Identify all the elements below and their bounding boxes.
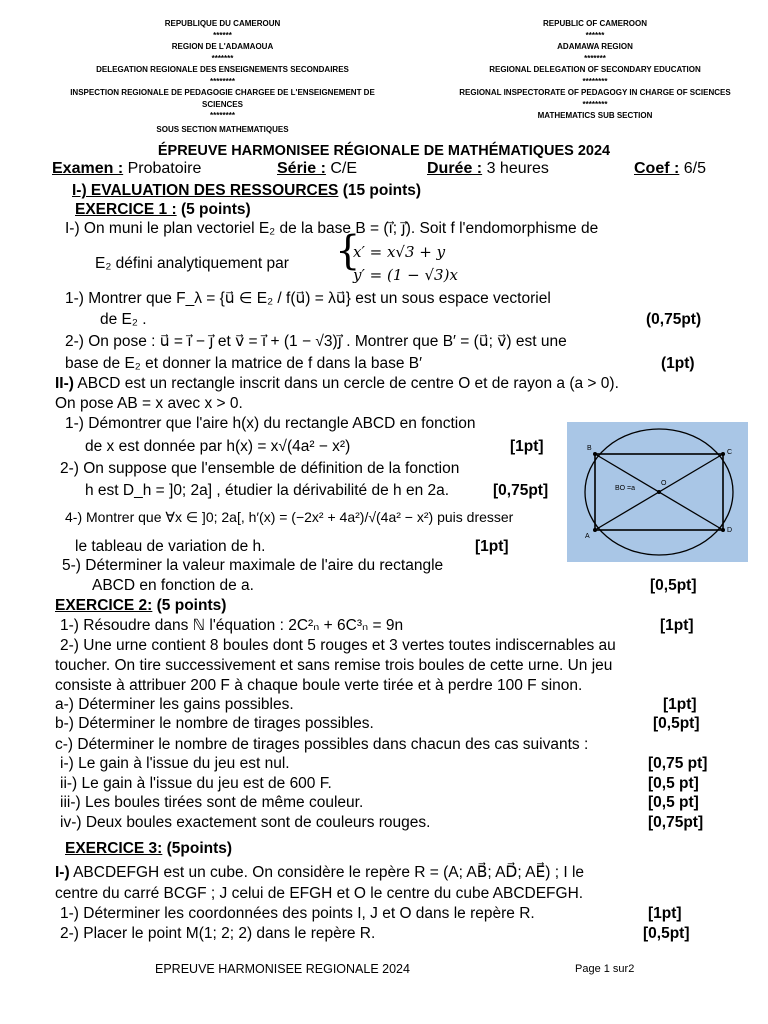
points-badge: [1pt] <box>663 696 697 713</box>
header-right-line: ******** <box>582 99 608 109</box>
ex1-line: 1-) Montrer que F_λ = {u⃗ ∈ E₂ / f(u⃗) = λu⃗} est un sous espace vectoriel <box>65 290 551 307</box>
serie-key: Série : <box>277 160 326 177</box>
points-badge: [0,75pt] <box>648 814 704 831</box>
exercise-1-points: (5 points) <box>176 201 251 218</box>
label-c: C <box>727 449 733 456</box>
part-text: ABCD est un rectangle inscrit dans un cercle de centre O et de rayon a (a > 0). <box>73 375 619 392</box>
label-d: D <box>727 527 733 534</box>
duree-field <box>427 160 549 178</box>
label-o: O <box>661 480 667 487</box>
header-left-line: REPUBLIQUE DU CAMEROUN <box>164 19 281 28</box>
ex2-line: ii-) Le gain à l'issue du jeu est de 600 F. <box>60 775 332 792</box>
exam-value: Probatoire <box>123 160 202 177</box>
rectangle-in-circle-figure <box>567 422 748 562</box>
header-right-line: MATHEMATICS SUB SECTION <box>537 111 653 120</box>
ex1-line: E₂ défini analytiquement par <box>95 255 289 272</box>
exercise-2-heading <box>55 597 226 615</box>
ex1-line: I-) On muni le plan vectoriel E₂ de la base B = (i⃗; j⃗). Soit f l'endomorphisme de <box>65 220 599 237</box>
ex2-line: i-) Le gain à l'issue du jeu est nul. <box>60 755 290 772</box>
ex2-line: iii-) Les boules tirées sont de même couleur. <box>60 794 364 811</box>
system-of-equations <box>335 228 505 288</box>
ex2-line: 1-) Résoudre dans ℕ l'équation : 2C²ₙ + 6C³ₙ = 9n <box>60 617 404 634</box>
point-o <box>657 490 661 494</box>
header-left-line: DELEGATION REGIONALE DES ENSEIGNEMENTS SECONDAIRES <box>96 65 349 74</box>
points-badge: [1pt] <box>510 438 544 455</box>
ex2-line: c-) Déterminer le nombre de tirages possibles dans chacun des cas suivants : <box>55 736 589 753</box>
ex1b-line: de x est donnée par h(x) = x√(4a² − x²) <box>85 438 351 455</box>
ex1b-line: ABCD en fonction de a. <box>92 577 254 594</box>
duree-key: Durée : <box>427 160 483 177</box>
part-label: II-) <box>55 375 74 392</box>
ex3-line: 2-) Placer le point M(1; 2; 2) dans le repère R. <box>60 925 376 942</box>
brace-symbol: { <box>335 228 361 274</box>
header-right <box>430 18 760 122</box>
footer-title: EPREUVE HARMONISEE REGIONALE 2024 <box>155 962 410 976</box>
ex1-line: de E₂ . <box>100 311 147 328</box>
section-title: I-) EVALUATION DES RESSOURCES <box>72 182 339 199</box>
header-left <box>50 18 395 135</box>
header-right-line: REPUBLIC OF CAMEROON <box>543 19 647 28</box>
equation: x′ = x√3 + y <box>353 243 446 261</box>
ex1b-line <box>55 375 619 393</box>
exam-field <box>52 160 201 178</box>
ex2-line: a-) Déterminer les gains possibles. <box>55 696 294 713</box>
header-right-line: REGIONAL DELEGATION OF SECONDARY EDUCATION <box>489 65 701 74</box>
points-badge: [0,5pt] <box>643 925 690 942</box>
ex1b-line: h est D_h = ]0; 2a] , étudier la dérivabilité de h en 2a. <box>85 482 450 499</box>
ex1b-line: 1-) Démontrer que l'aire h(x) du rectangle ABCD en fonction <box>65 415 476 432</box>
point-b <box>593 452 597 456</box>
exam-title: ÉPREUVE HARMONISEE RÉGIONALE DE MATHÉMATIQUES 2024 <box>157 143 611 159</box>
ex2-line: 2-) Une urne contient 8 boules dont 5 rouges et 3 vertes toutes indiscernables au <box>60 637 616 654</box>
coef-key: Coef : <box>634 160 680 177</box>
duree-value: 3 heures <box>482 160 549 177</box>
header-right-line: REGIONAL INSPECTORATE OF PEDAGOGY IN CHARGE OF SCIENCES <box>459 88 731 97</box>
points-badge: (1pt) <box>661 355 695 372</box>
header-left-line: ******** <box>210 111 235 120</box>
exercise-3-title: EXERCICE 3: <box>65 840 163 857</box>
header-right-line: ****** <box>585 30 605 40</box>
point-d <box>721 528 725 532</box>
points-badge: (0,75pt) <box>646 311 702 328</box>
ex1b-line: 4-) Montrer que ∀x ∈ ]0; 2a[, h′(x) = (−2x² + 4a²)/√(4a² − x²) puis dresser <box>65 509 514 525</box>
ex1-line: 2-) On pose : u⃗ = i⃗ − j⃗ et v⃗ = i⃗ + (1 − √3)j⃗ . Montrer que B′ = (u⃗; v⃗) est une <box>65 333 567 350</box>
ex3-text: ABCDEFGH est un cube. On considère le repère R = (A; AB⃗; AD⃗; AE⃗) ; I le <box>73 864 585 881</box>
header-left-line: ****** <box>213 30 232 40</box>
exam-meta <box>52 160 752 180</box>
points-badge: [1pt] <box>475 538 509 555</box>
points-badge: [0,5 pt] <box>648 794 699 811</box>
ex1b-line: le tableau de variation de h. <box>75 538 266 555</box>
header-right-line: ******** <box>582 76 608 86</box>
part-label: I-) <box>55 864 70 881</box>
serie-value: C/E <box>325 160 358 177</box>
point-c <box>721 452 725 456</box>
points-badge: [0,5pt] <box>653 715 700 732</box>
ex2-line: iv-) Deux boules exactement sont de couleurs rouges. <box>60 814 431 831</box>
serie-field <box>277 160 357 178</box>
ex2-line: toucher. On tire successivement et sans remise trois boules de cette urne. Un jeu <box>55 657 613 674</box>
exercise-3-heading <box>65 840 232 858</box>
points-badge: [0,5pt] <box>650 577 697 594</box>
ex1b-line: 5-) Déterminer la valeur maximale de l'aire du rectangle <box>62 557 444 574</box>
header-left-line: ******* <box>211 53 234 63</box>
point-a <box>593 528 597 532</box>
ex2-line: consiste à attribuer 200 F à chaque boule verte tirée et à perdre 100 F sinon. <box>55 677 583 694</box>
header-left-line: ******** <box>210 76 235 86</box>
coef-field <box>634 160 706 178</box>
ex2-line: b-) Déterminer le nombre de tirages possibles. <box>55 715 374 732</box>
header-right-line: ******* <box>584 53 606 63</box>
header-right-line: ADAMAWA REGION <box>557 42 633 51</box>
page-number: Page 1 sur2 <box>575 963 635 975</box>
ex3-line: 1-) Déterminer les coordonnées des points I, J et O dans le repère R. <box>60 905 535 922</box>
coef-value: 6/5 <box>679 160 707 177</box>
label-a: A <box>585 533 590 540</box>
points-badge: [0,5 pt] <box>648 775 699 792</box>
ex3-line: centre du carré BCGF ; J celui de EFGH et O le centre du cube ABCDEFGH. <box>55 885 584 902</box>
section-points: (15 points) <box>338 182 422 199</box>
exercise-1-heading <box>75 201 251 219</box>
points-badge: [0,75pt] <box>493 482 549 499</box>
exercise-2-points: (5 points) <box>152 597 227 614</box>
exercise-3-points: (5points) <box>162 840 233 857</box>
label-radius: BO =a <box>615 485 636 492</box>
label-b: B <box>587 445 592 452</box>
points-badge: [1pt] <box>660 617 694 634</box>
exam-key: Examen : <box>52 160 124 177</box>
section-heading <box>72 182 421 200</box>
exercise-1-title: EXERCICE 1 : <box>75 201 177 218</box>
exercise-2-title: EXERCICE 2: <box>55 597 153 614</box>
points-badge: [1pt] <box>648 905 682 922</box>
ex1b-line: 2-) On suppose que l'ensemble de définition de la fonction <box>60 460 460 477</box>
equation: y′ = (1 − √3)x <box>353 266 458 284</box>
header-left-line: INSPECTION REGIONALE DE PEDAGOGIE CHARGEE DE L'ENSEIGNEMENT DE SCIENCES <box>70 88 375 109</box>
ex1b-line: On pose AB = x avec x > 0. <box>55 395 243 412</box>
ex1-line: base de E₂ et donner la matrice de f dans la base B′ <box>65 355 423 372</box>
points-badge: [0,75 pt] <box>648 755 708 772</box>
header-left-line: REGION DE L'ADAMAOUA <box>171 42 274 51</box>
ex3-line <box>55 864 584 882</box>
header-left-line: SOUS SECTION MATHEMATIQUES <box>156 124 289 134</box>
